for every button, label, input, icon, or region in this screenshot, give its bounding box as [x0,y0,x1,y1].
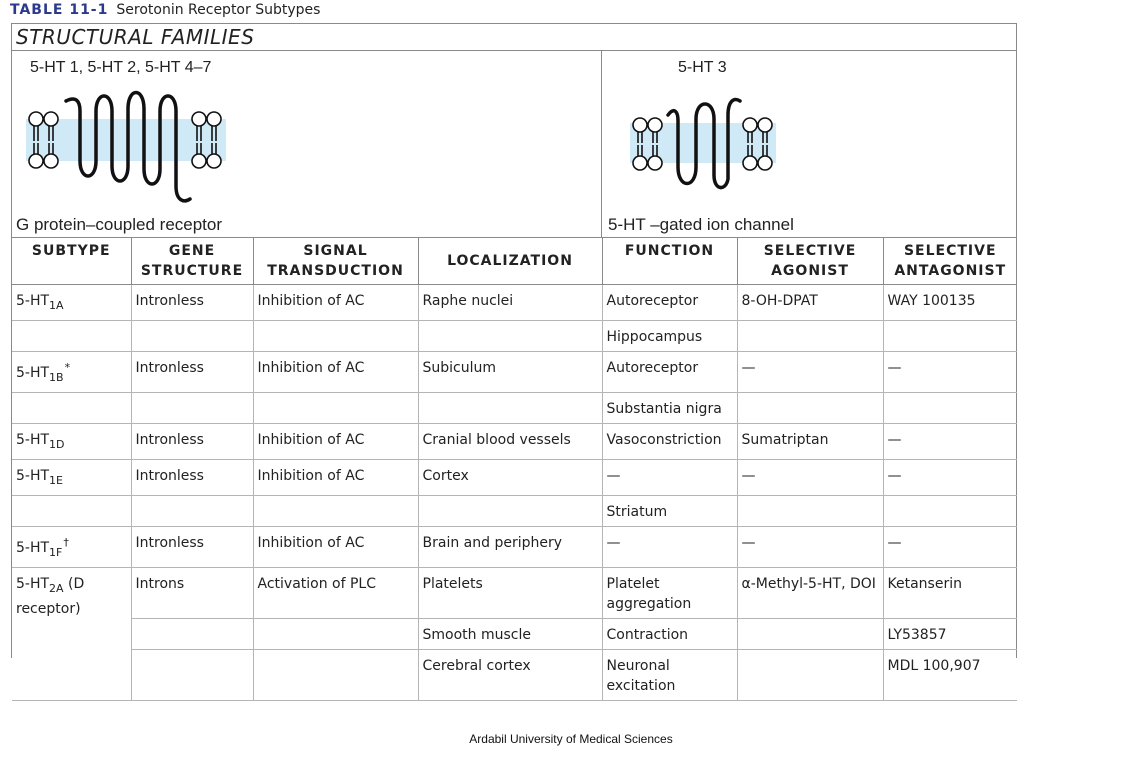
subtype-subscript: 2A [49,582,64,595]
table-row [12,496,1017,527]
function-cell: Striatum [602,496,737,527]
antagonist-cell [883,496,1017,527]
col-selective-agonist: SELECTIVE AGONIST [737,238,883,285]
signal-cell: Inhibition of AC [253,285,418,321]
ion-channel-membrane-diagram [624,95,784,205]
antagonist-cell: MDL 100,907 [883,650,1017,701]
signal-cell [253,619,418,650]
subtype-footnote-mark: † [63,536,69,549]
table-title: Serotonin Receptor Subtypes [116,2,321,18]
antagonist-cell [883,321,1017,352]
agonist-cell [737,321,883,352]
signal-cell [253,496,418,527]
gpcr-title: 5-HT 1, 5-HT 2, 5-HT 4–7 [30,59,212,76]
agonist-cell: 8-OH-DPAT [737,285,883,321]
antagonist-cell: — [883,352,1017,393]
function-cell: Autoreceptor [602,352,737,393]
subtype-cell [12,285,131,321]
signal-cell [253,393,418,424]
subtype-cell [12,460,131,496]
antagonist-cell [883,393,1017,424]
signal-cell: Inhibition of AC [253,460,418,496]
gpcr-caption: G protein–coupled receptor [16,215,223,234]
subtype-base: 5-HT [16,365,50,381]
localization-cell: Raphe nuclei [418,285,602,321]
localization-cell [418,393,602,424]
table-row [12,619,1017,650]
gene-cell: Intronless [131,424,253,460]
ion-channel-title: 5-HT 3 [678,59,727,76]
table-row [12,460,1017,496]
agonist-cell [737,619,883,650]
subtype-base: 5-HT [16,468,50,484]
agonist-cell: — [737,352,883,393]
subtype-cell [12,527,131,568]
gene-cell: Introns [131,568,253,619]
table-row [12,527,1017,568]
signal-cell [253,650,418,701]
subtype-base: 5-HT [16,576,50,592]
antagonist-cell: LY53857 [883,619,1017,650]
subtype-subscript: 1E [49,474,63,487]
function-cell: Contraction [602,619,737,650]
table-row [12,568,1017,619]
localization-cell [418,321,602,352]
function-cell: — [602,460,737,496]
signal-cell: Inhibition of AC [253,424,418,460]
ion-channel-cell [602,51,1016,237]
function-cell: — [602,527,737,568]
gene-cell: Intronless [131,285,253,321]
localization-cell: Cortex [418,460,602,496]
structural-families-row [12,51,1016,238]
agonist-cell [737,650,883,701]
gene-cell [131,321,253,352]
agonist-cell: α-Methyl-5-HT, DOI [737,568,883,619]
subtype-subscript: 1A [49,299,64,312]
receptor-table [12,238,1017,701]
subtype-cell [12,568,131,701]
table-row [12,321,1017,352]
agonist-cell [737,393,883,424]
subtype-subscript: 1B [49,371,64,384]
col-signal-transduction: SIGNAL TRANSDUCTION [253,238,418,285]
subtype-cell [12,352,131,393]
gene-cell: Intronless [131,527,253,568]
subtype-cell [12,424,131,460]
table-frame [11,23,1017,694]
table-row [12,285,1017,321]
gene-cell [131,619,253,650]
gene-cell: Intronless [131,352,253,393]
antagonist-cell: — [883,527,1017,568]
antagonist-cell: Ketanserin [883,568,1017,619]
table-row [12,352,1017,393]
subtype-suffix: (D receptor) [16,576,85,617]
subtype-cell-empty [12,321,131,352]
table-row [12,424,1017,460]
antagonist-cell: WAY 100135 [883,285,1017,321]
gpcr-membrane-diagram [24,91,239,211]
agonist-cell: — [737,460,883,496]
ion-channel-caption: 5-HT –gated ion channel [608,215,794,234]
subtype-cell-empty [12,496,131,527]
function-cell: Autoreceptor [602,285,737,321]
localization-cell: Cerebral cortex [418,650,602,701]
signal-cell: Inhibition of AC [253,352,418,393]
gene-cell [131,650,253,701]
subtype-footnote-mark: * [64,361,71,374]
gene-cell: Intronless [131,460,253,496]
function-cell: Vasoconstriction [602,424,737,460]
table-row [12,393,1017,424]
subtype-cell-empty [12,393,131,424]
gpcr-cell [12,51,602,237]
col-selective-antagonist: SELECTIVE ANTAGONIST [883,238,1017,285]
table-row [12,650,1017,701]
antagonist-cell: — [883,424,1017,460]
footer-credit: Ardabil University of Medical Sciences [469,732,673,746]
agonist-cell [737,496,883,527]
col-gene-structure: GENE STRUCTURE [131,238,253,285]
function-cell: Hippocampus [602,321,737,352]
localization-cell: Smooth muscle [418,619,602,650]
col-function: FUNCTION [602,238,737,285]
subtype-base: 5-HT [16,540,50,556]
subtype-base: 5-HT [16,432,50,448]
function-cell: Substantia nigra [602,393,737,424]
header-row [12,238,1017,285]
col-localization: LOCALIZATION [418,238,602,285]
agonist-cell: Sumatriptan [737,424,883,460]
table-label: TABLE 11-1 [10,2,109,18]
subtype-subscript: 1D [49,438,65,451]
structural-families-heading: STRUCTURAL FAMILIES [12,24,1016,51]
localization-cell: Brain and periphery [418,527,602,568]
col-subtype: SUBTYPE [12,238,131,285]
agonist-cell: — [737,527,883,568]
localization-cell: Cranial blood vessels [418,424,602,460]
subtype-base: 5-HT [16,293,50,309]
table-caption [10,2,320,18]
table-body [12,285,1017,701]
localization-cell: Platelets [418,568,602,619]
signal-cell: Activation of PLC [253,568,418,619]
subtype-subscript: 1F [49,546,63,559]
signal-cell: Inhibition of AC [253,527,418,568]
antagonist-cell: — [883,460,1017,496]
function-cell: Platelet aggregation [602,568,737,619]
function-cell: Neuronal excitation [602,650,737,701]
localization-cell: Subiculum [418,352,602,393]
localization-cell [418,496,602,527]
gene-cell [131,393,253,424]
gene-cell [131,496,253,527]
signal-cell [253,321,418,352]
